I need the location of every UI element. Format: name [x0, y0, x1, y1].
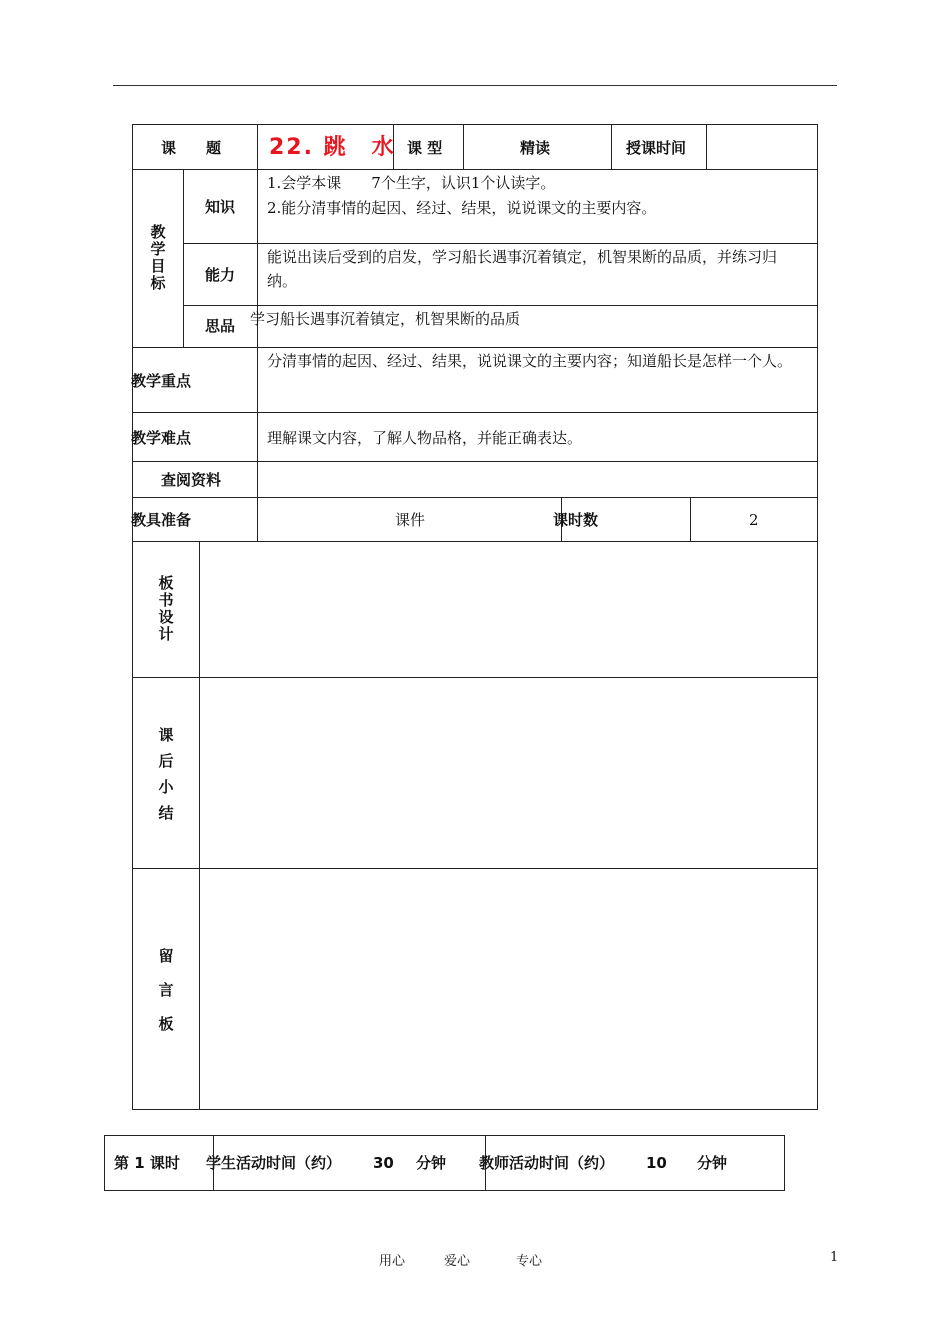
teaching-time-label: 授课时间 — [626, 139, 687, 157]
header-rule — [113, 85, 837, 86]
knowledge-line-2: 2.能分清事情的起因、经过、结果，说说课文的主要内容。 — [267, 199, 657, 217]
reference-label: 查阅资料 — [161, 471, 222, 489]
objectives-section-label: 教学目标 — [150, 223, 166, 292]
difficulty-label: 教学难点 — [131, 429, 192, 447]
ability-text: 能说出读后受到的启发，学习船长遇事沉着镇定，机智果断的品质，并练习归纳。 — [267, 248, 778, 290]
summary-label: 课后小结 — [158, 726, 174, 822]
lesson-type-value: 精读 — [520, 139, 551, 157]
moral-label: 思品 — [205, 317, 236, 335]
focus-label: 教学重点 — [131, 372, 192, 390]
footer-motto-3: 专心 — [516, 1254, 543, 1269]
class-hours-label: 课时数 — [553, 511, 599, 529]
student-activity-minutes: 30 — [373, 1154, 394, 1172]
teaching-aids-label: 教具准备 — [131, 511, 192, 529]
message-board-area — [200, 869, 817, 1109]
page-number: 1 — [830, 1250, 839, 1265]
subject-label: 课 题 — [161, 139, 222, 157]
knowledge-label: 知识 — [205, 198, 236, 216]
summary-area — [200, 678, 817, 868]
focus-text: 分清事情的起因、经过、结果，说说课文的主要内容；知道船长是怎样一个人。 — [267, 352, 793, 370]
student-activity-label: 学生活动时间（约） — [206, 1154, 342, 1172]
teacher-activity-label: 教师活动时间（约） — [479, 1154, 615, 1172]
ability-label: 能力 — [205, 266, 236, 284]
footer-motto-2: 爱心 — [444, 1254, 471, 1269]
lesson-type-label: 课 型 — [407, 139, 443, 157]
message-board-label: 留言板 — [158, 947, 174, 1033]
moral-text: 学习船长遇事沉着镇定，机智果断的品质 — [250, 310, 521, 328]
board-design-label: 板书设计 — [158, 574, 174, 643]
footer-motto-1: 用心 — [379, 1254, 406, 1269]
student-activity-unit: 分钟 — [416, 1154, 447, 1172]
difficulty-text: 理解课文内容，了解人物品格，并能正确表达。 — [267, 429, 583, 447]
teacher-activity-minutes: 10 — [646, 1154, 667, 1172]
class-hours-value: 2 — [749, 511, 759, 529]
knowledge-line-1: 1.会学本课 7个生字，认识1个认读字。 — [267, 174, 556, 192]
teaching-aids-value: 课件 — [395, 511, 426, 529]
teacher-activity-unit: 分钟 — [697, 1154, 728, 1172]
lesson-title: 22. 跳 水 — [269, 135, 396, 160]
board-design-area — [200, 542, 817, 677]
lesson-number: 第 1 课时 — [114, 1154, 180, 1172]
